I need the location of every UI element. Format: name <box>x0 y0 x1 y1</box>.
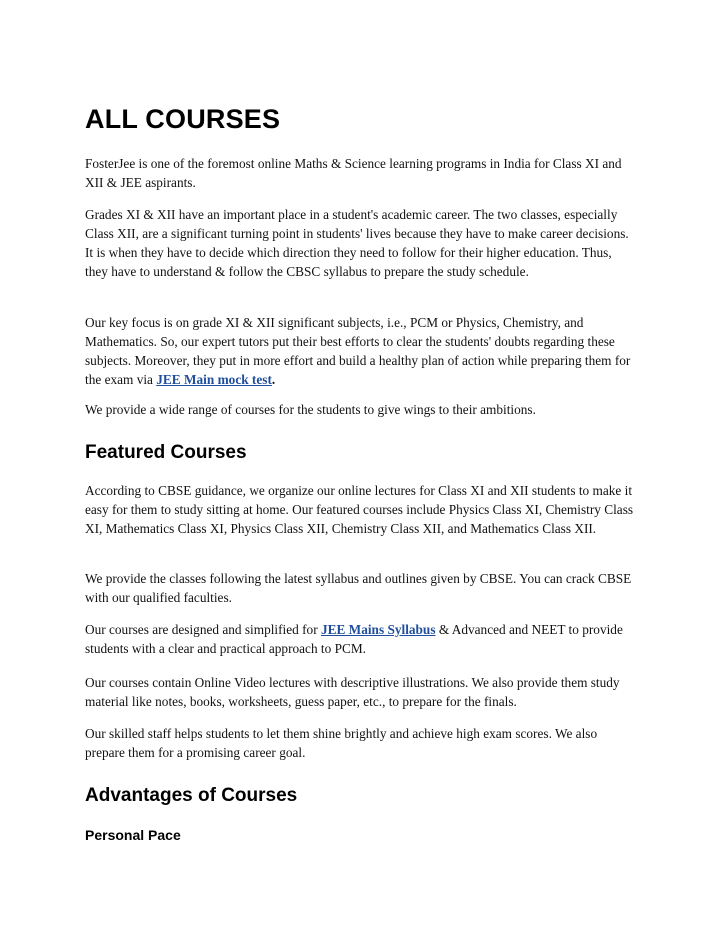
advantages-heading: Advantages of Courses <box>85 785 298 806</box>
featured-paragraph-3-end: & Advanced and NEET to provide students with a clear and practical approach to PCM. <box>85 622 623 656</box>
intro-paragraph-3-end: . <box>271 372 276 387</box>
intro-paragraph-2: Grades XI & XII have an important place in a student's academic career. The two classes, especially Class XII, are a significant turning point in students' lives because they have to make career decisions. It is when they have to decide which direction they need to follow for their higher education. Thus, they have to understand & follow the CBSC syllabus to prepare the study schedule. <box>85 207 629 279</box>
intro-paragraph-4: We provide a wide range of courses for the students to give wings to their ambitions. <box>85 402 536 417</box>
featured-paragraph-1: According to CBSE guidance, we organize our online lectures for Class XI and XII students to make it easy for them to study sitting at home. Our featured courses include Physics Class XI, Chemistry Class XI, Mathematics Class XI, Physics Class XII, Chemistry Class XII, and Mathematics Class XII. <box>85 483 634 536</box>
intro-paragraph-1: FosterJee is one of the foremost online Maths & Science learning programs in India for Class XI and XII & JEE aspirants. <box>85 156 622 190</box>
page-title: ALL COURSES <box>85 104 281 134</box>
jee-main-mock-test-link[interactable]: JEE Main mock test <box>156 372 272 387</box>
featured-paragraph-2: We provide the classes following the latest syllabus and outlines given by CBSE. You can crack CBSE with our qualified faculties. <box>85 571 632 605</box>
featured-courses-heading: Featured Courses <box>85 442 247 463</box>
personal-pace-subheading: Personal Pace <box>85 827 181 843</box>
featured-paragraph-3 <box>85 620 637 658</box>
jee-mains-syllabus-link[interactable]: JEE Mains Syllabus <box>320 622 436 637</box>
featured-paragraph-4: Our courses contain Online Video lectures with descriptive illustrations. We also provide them study material like notes, books, worksheets, guess paper, etc., to prepare for the finals. <box>85 675 620 709</box>
intro-paragraph-3 <box>85 313 637 389</box>
featured-paragraph-3-text: Our courses are designed and simplified for <box>85 622 321 637</box>
intro-paragraph-3-text: Our key focus is on grade XI & XII significant subjects, i.e., PCM or Physics, Chemistry, and Mathematics. So, our expert tutors put their best efforts to clear the students' doubts regarding these subjects. Moreover, they put in more effort and build a healthy plan of action while preparing them for the exam via <box>85 315 631 387</box>
featured-paragraph-5: Our skilled staff helps students to let them shine brightly and achieve high exam scores. We also prepare them for a promising career goal. <box>85 726 598 760</box>
